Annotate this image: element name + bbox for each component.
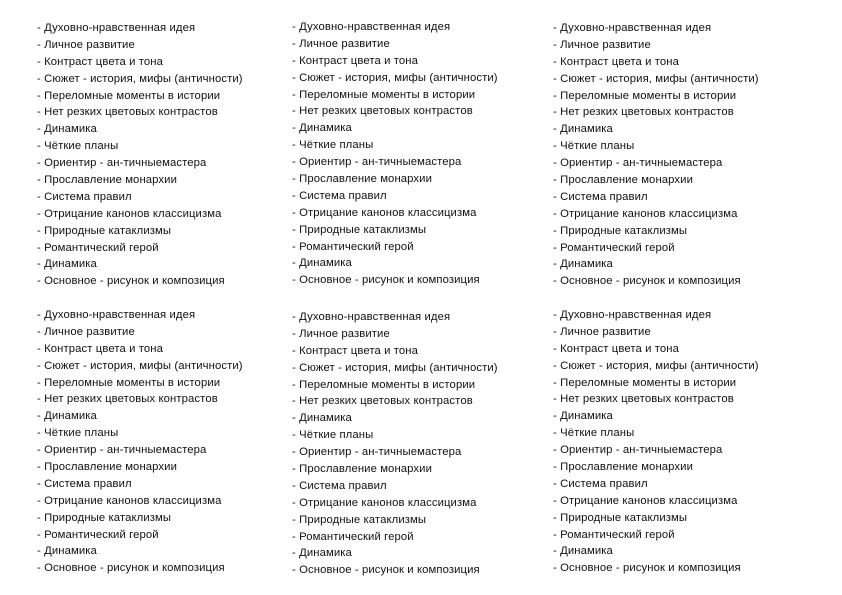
list-item: - Личное развитие bbox=[37, 38, 135, 51]
list-item: - Система правил bbox=[37, 190, 132, 203]
list-item: - Динамика bbox=[553, 123, 613, 136]
list-item: - Прославление монархии bbox=[292, 463, 432, 476]
list-item: - Отрицание канонов классицизма bbox=[37, 207, 222, 220]
list-item: - Романтический герой bbox=[37, 241, 159, 254]
list-item: - Сюжет - история, мифы (античности) bbox=[37, 72, 243, 85]
list-item: - Отрицание канонов классицизма bbox=[553, 494, 738, 507]
list-item: - Контраст цвета и тона bbox=[292, 344, 419, 357]
list-item: - Ориентир - ан-тичныемастера bbox=[37, 444, 207, 457]
list-item: - Романтический герой bbox=[292, 240, 414, 253]
list-item: - Ориентир - ан-тичныемастера bbox=[292, 446, 462, 459]
text-block-top-middle bbox=[292, 19, 547, 289]
text-block-bottom-left bbox=[37, 307, 292, 577]
list-item: - Нет резких цветовых контрастов bbox=[292, 395, 473, 408]
list-item: - Переломные моменты в истории bbox=[553, 89, 737, 102]
text-block-top-right bbox=[553, 20, 808, 290]
list-item: - Динамика bbox=[37, 123, 97, 136]
list-item: - Динамика bbox=[37, 258, 97, 271]
list-item: - Переломные моменты в истории bbox=[292, 88, 476, 101]
list-item: - Природные катаклизмы bbox=[292, 223, 427, 236]
list-item: - Основное - рисунок и композиция bbox=[37, 562, 225, 575]
list-item: - Динамика bbox=[553, 545, 613, 558]
list-item: - Природные катаклизмы bbox=[553, 224, 688, 237]
list-item: - Нет резких цветовых контрастов bbox=[37, 106, 218, 119]
list-item: - Отрицание канонов классицизма bbox=[292, 496, 477, 509]
list-item: - Личное развитие bbox=[553, 38, 651, 51]
list-item: - Основное - рисунок и композиция bbox=[292, 564, 480, 577]
list-item: - Природные катаклизмы bbox=[292, 513, 427, 526]
list-item: - Система правил bbox=[553, 477, 648, 490]
list-item: - Ориентир - ан-тичныемастера bbox=[37, 157, 207, 170]
list-item: - Чёткие планы bbox=[37, 427, 119, 440]
list-item: - Динамика bbox=[292, 257, 352, 270]
list-item: - Основное - рисунок и композиция bbox=[37, 275, 225, 288]
list-item: - Природные катаклизмы bbox=[553, 511, 688, 524]
text-block-bottom-middle bbox=[292, 309, 547, 579]
list-item: - Нет резких цветовых контрастов bbox=[553, 106, 734, 119]
list-item: - Ориентир - ан-тичныемастера bbox=[292, 156, 462, 169]
list-item: - Духовно-нравственная идея bbox=[292, 311, 451, 323]
list-item: - Ориентир - ан-тичныемастера bbox=[553, 444, 723, 457]
list-item: - Сюжет - история, мифы (античности) bbox=[292, 71, 498, 84]
list-item: - Прославление монархии bbox=[37, 174, 177, 187]
list-item: - Основное - рисунок и композиция bbox=[292, 274, 480, 287]
list-item: - Динамика bbox=[37, 545, 97, 558]
list-item: - Динамика bbox=[553, 258, 613, 271]
list-item: - Романтический герой bbox=[292, 530, 414, 543]
list-item: - Чёткие планы bbox=[37, 140, 119, 153]
list-item: - Духовно-нравственная идея bbox=[292, 21, 451, 33]
list-item: - Отрицание канонов классицизма bbox=[553, 207, 738, 220]
list-item: - Отрицание канонов классицизма bbox=[37, 494, 222, 507]
list-item: - Переломные моменты в истории bbox=[292, 378, 476, 391]
list-item: - Чёткие планы bbox=[292, 139, 374, 152]
list-item: - Контраст цвета и тона bbox=[292, 54, 419, 67]
list-item: - Чёткие планы bbox=[553, 427, 635, 440]
list-item: - Основное - рисунок и композиция bbox=[553, 562, 741, 575]
list-item: - Романтический герой bbox=[553, 528, 675, 541]
list-item: - Духовно-нравственная идея bbox=[37, 22, 196, 34]
list-item: - Динамика bbox=[292, 122, 352, 135]
list-item: - Нет резких цветовых контрастов bbox=[292, 105, 473, 118]
list-item: - Отрицание канонов классицизма bbox=[292, 206, 477, 219]
list-item: - Нет резких цветовых контрастов bbox=[553, 393, 734, 406]
list-item: - Контраст цвета и тона bbox=[553, 342, 680, 355]
list-item: - Прославление монархии bbox=[553, 461, 693, 474]
list-item: - Прославление монархии bbox=[292, 173, 432, 186]
list-item: - Переломные моменты в истории bbox=[37, 89, 221, 102]
list-item: - Сюжет - история, мифы (античности) bbox=[37, 359, 243, 372]
list-item: - Романтический герой bbox=[553, 241, 675, 254]
list-item: - Личное развитие bbox=[292, 37, 390, 50]
text-block-top-left bbox=[37, 20, 292, 290]
list-item: - Личное развитие bbox=[553, 325, 651, 338]
list-item: - Духовно-нравственная идея bbox=[553, 309, 712, 321]
list-item: - Контраст цвета и тона bbox=[37, 342, 164, 355]
list-item: - Система правил bbox=[292, 479, 387, 492]
list-item: - Переломные моменты в истории bbox=[553, 376, 737, 389]
list-item: - Духовно-нравственная идея bbox=[37, 309, 196, 321]
list-item: - Романтический герой bbox=[37, 528, 159, 541]
list-item: - Динамика bbox=[37, 410, 97, 423]
list-item: - Система правил bbox=[37, 477, 132, 490]
list-item: - Ориентир - ан-тичныемастера bbox=[553, 157, 723, 170]
list-item: - Сюжет - история, мифы (античности) bbox=[292, 361, 498, 374]
list-item: - Динамика bbox=[292, 547, 352, 560]
list-item: - Личное развитие bbox=[37, 325, 135, 338]
list-item: - Сюжет - история, мифы (античности) bbox=[553, 72, 759, 85]
text-block-bottom-right bbox=[553, 307, 808, 577]
list-item: - Основное - рисунок и композиция bbox=[553, 275, 741, 288]
list-item: - Нет резких цветовых контрастов bbox=[37, 393, 218, 406]
list-item: - Контраст цвета и тона bbox=[37, 55, 164, 68]
list-item: - Динамика bbox=[553, 410, 613, 423]
list-item: - Переломные моменты в истории bbox=[37, 376, 221, 389]
list-item: - Природные катаклизмы bbox=[37, 224, 172, 237]
list-item: - Динамика bbox=[292, 412, 352, 425]
list-item: - Природные катаклизмы bbox=[37, 511, 172, 524]
list-item: - Прославление монархии bbox=[37, 461, 177, 474]
list-item: - Контраст цвета и тона bbox=[553, 55, 680, 68]
list-item: - Система правил bbox=[553, 190, 648, 203]
list-item: - Прославление монархии bbox=[553, 174, 693, 187]
list-item: - Чёткие планы bbox=[292, 429, 374, 442]
list-item: - Сюжет - история, мифы (античности) bbox=[553, 359, 759, 372]
list-item: - Духовно-нравственная идея bbox=[553, 22, 712, 34]
list-item: - Чёткие планы bbox=[553, 140, 635, 153]
list-item: - Система правил bbox=[292, 189, 387, 202]
list-item: - Личное развитие bbox=[292, 327, 390, 340]
